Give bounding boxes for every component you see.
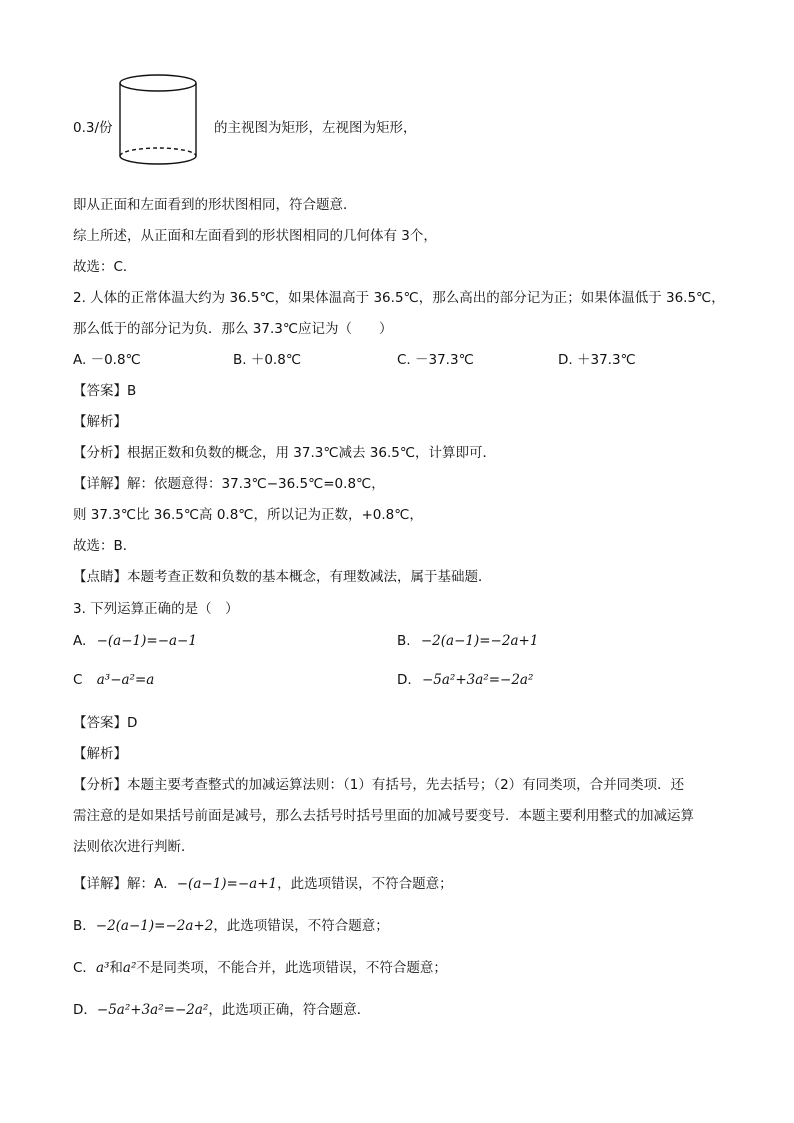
q3-detail-d-prefix: D． (73, 1002, 97, 1018)
q3-detail-a-suffix: ，此选项错误，不符合题意； (277, 876, 453, 892)
q3-detail-b-prefix: B． (73, 918, 96, 934)
q3-detail-a-prefix: 【详解】解：A． (73, 876, 177, 892)
q3-option-a-math: −(a−1)=−a−1 (96, 633, 197, 649)
q2-stem-2: 那么低于的部分记为负．那么 37.3℃应记为（ ） (73, 321, 393, 337)
cylinder-figure (116, 72, 200, 172)
q3-option-c-label: C (73, 672, 83, 688)
q3-fenxi-2: 需注意的是如果括号前面是减号，那么去括号时括号里面的加减号要变号．本题主要利用整式的加减运算 (73, 808, 694, 824)
q3-option-a-label: A. (73, 633, 87, 649)
q2-option-b: B. ＋0.8℃ (233, 352, 301, 368)
q3-detail-a (73, 872, 453, 892)
q2-fenxi: 【分析】根据正数和负数的概念，用 37.3℃减去 36.5℃，计算即可． (73, 445, 497, 461)
q3-detail-d-math: −5a²+3a²=−2a² (96, 1002, 209, 1018)
q2-option-c: C. －37.3℃ (397, 352, 474, 368)
q3-option-b-label: B. (397, 633, 411, 649)
q2-jiexi: 【解析】 (73, 414, 127, 430)
q3-detail-c (73, 956, 447, 976)
q2-dianjing: 【点睛】本题考查正数和负数的基本概念，有理数减法，属于基础题． (73, 569, 492, 585)
q3-detail-d (73, 998, 370, 1018)
q2-xiangjie: 【详解】解：依题意得：37.3℃−36.5℃=0.8℃， (73, 476, 385, 492)
q3-option-b-math: −2(a−1)=−2a+1 (420, 633, 539, 649)
q3-option-c-math: a³−a²=a (96, 672, 155, 688)
text-line-1: 即从正面和左面看到的形状图相同，符合题意． (73, 197, 357, 213)
text-line-2: 综上所述，从正面和左面看到的形状图相同的几何体有 3个， (73, 228, 437, 244)
q3-option-c (73, 672, 154, 688)
top-suffix: 的主视图为矩形，左视图为矩形， (214, 120, 417, 136)
q3-option-a (73, 633, 197, 649)
q3-fenxi-3: 法则依次进行判断． (73, 839, 195, 855)
q3-detail-c-math-1: a³ (95, 960, 110, 976)
q2-choose: 故选：B． (73, 538, 137, 554)
q2-answer: 【答案】B (73, 383, 137, 399)
q3-option-b (397, 633, 538, 649)
text-line-3: 故选：C． (73, 259, 137, 275)
q3-detail-c-suffix: 不是同类项，不能合并，此选项错误，不符合题意； (136, 960, 447, 976)
q3-stem: 3. 下列运算正确的是（ ） (73, 601, 239, 617)
q3-detail-b-suffix: ，此选项错误，不符合题意； (213, 918, 389, 934)
q3-detail-c-math-2: a² (122, 960, 137, 976)
q3-option-d-label: D. (397, 672, 412, 688)
q2-option-a: A. －0.8℃ (73, 352, 141, 368)
q3-detail-b-math: −2(a−1)=−2a+2 (95, 918, 214, 934)
q3-option-d (397, 672, 533, 688)
q3-jiexi: 【解析】 (73, 746, 127, 762)
q3-fenxi-1: 【分析】本题主要考查整式的加减运算法则：（1）有括号，先去括号；（2）有同类项，合并同类项．还 (73, 777, 685, 793)
q3-detail-b (73, 914, 389, 934)
q3-detail-d-suffix: ，此选项正确，符合题意． (208, 1002, 371, 1018)
top-prefix: 0.3/份 (73, 120, 113, 136)
q2-option-d: D. ＋37.3℃ (558, 352, 636, 368)
q3-detail-c-prefix: C． (73, 960, 96, 976)
q3-detail-c-mid: 和 (109, 960, 123, 976)
q2-xiangjie-2: 则 37.3℃比 36.5℃高 0.8℃，所以记为正数，+0.8℃， (73, 507, 423, 523)
q3-answer: 【答案】D (73, 715, 138, 731)
q3-option-d-math: −5a²+3a²=−2a² (421, 672, 534, 688)
q2-stem-1: 2. 人体的正常体温大约为 36.5℃，如果体温高于 36.5℃，那么高出的部分记为正；如果体温低于 36.5℃， (73, 290, 725, 306)
q3-detail-a-math: −(a−1)=−a+1 (176, 876, 278, 892)
